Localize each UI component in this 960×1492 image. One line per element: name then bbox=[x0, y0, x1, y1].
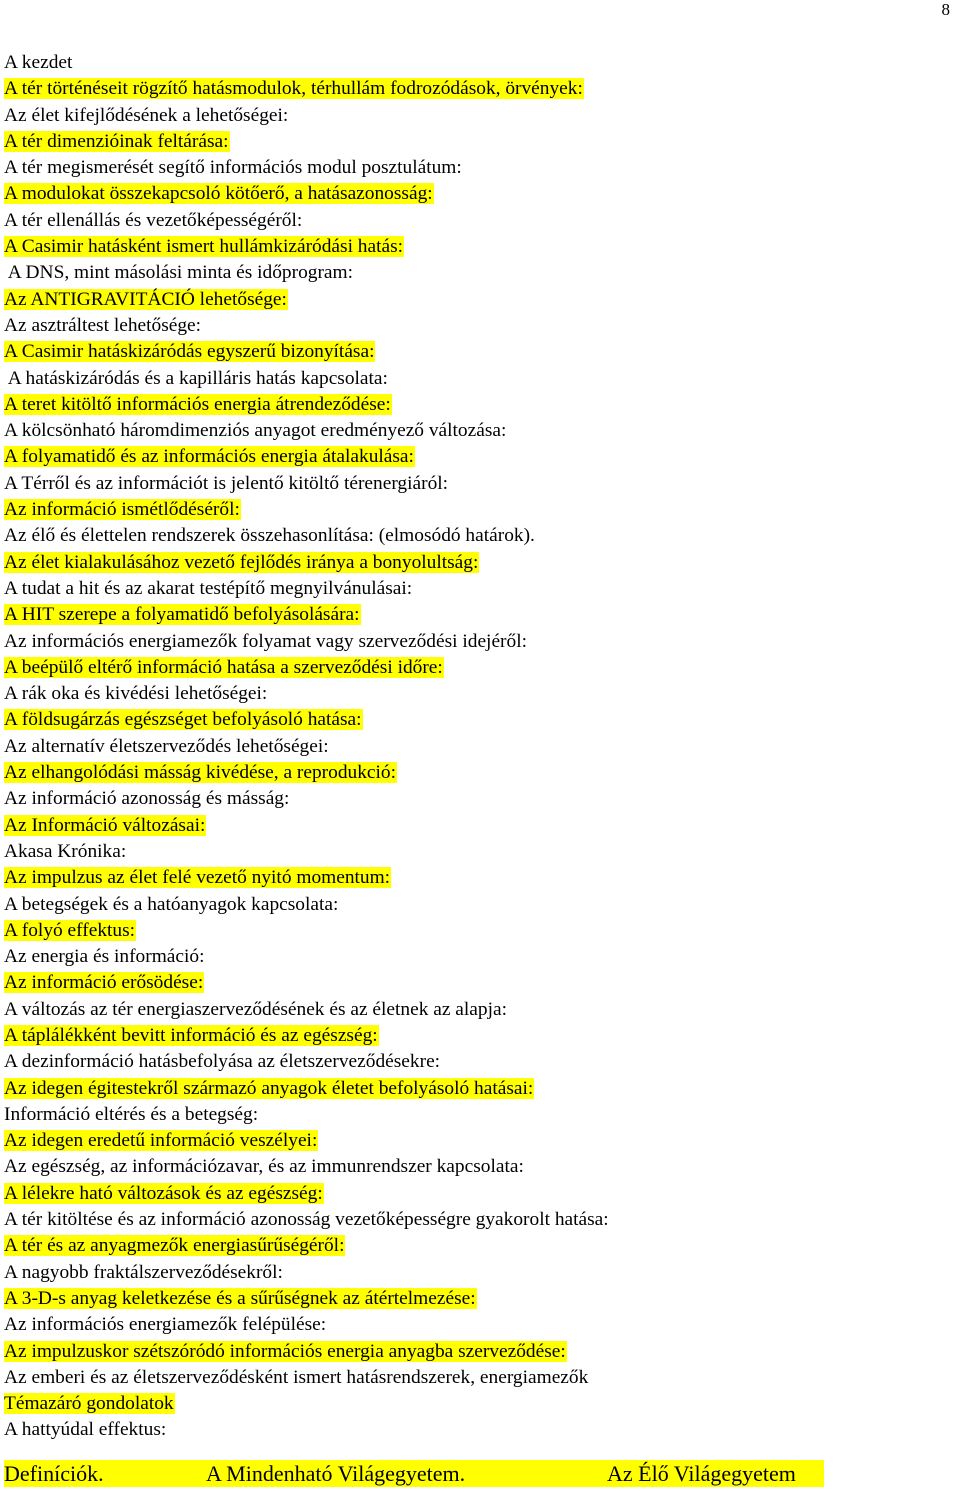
toc-line bbox=[4, 1023, 954, 1049]
toc-line bbox=[4, 103, 954, 129]
toc-entry-highlighted: A folyó effektus: bbox=[4, 919, 136, 941]
toc-entry: Az információs energiamezők folyamat vagy szerveződési idejéről: bbox=[4, 630, 527, 652]
toc-entry-highlighted: Az idegen eredetű információ veszélyei: bbox=[4, 1130, 318, 1152]
page-number: 8 bbox=[941, 0, 950, 19]
toc-entry: Információ eltérés és a betegség: bbox=[4, 1103, 259, 1125]
toc-entry: Az energia és információ: bbox=[4, 946, 205, 968]
toc-entry-highlighted: A 3-D-s anyag keletkezése és a sűrűségnek az átértelmezése: bbox=[4, 1287, 476, 1309]
toc-entry-highlighted: A Casimir hatásként ismert hullámkizáródási hatás: bbox=[4, 236, 404, 258]
toc-entry: A tér ellenállás és vezetőképességéről: bbox=[4, 209, 303, 231]
toc-line bbox=[4, 392, 954, 418]
toc-line bbox=[4, 1233, 954, 1259]
toc-entry-highlighted: A HIT szerepe a folyamatidő befolyásolására: bbox=[4, 604, 360, 626]
toc-line bbox=[4, 550, 954, 576]
toc-entry-highlighted: Az Információ változásai: bbox=[4, 814, 206, 836]
toc-entry: Az élet kifejlődésének a lehetőségei: bbox=[4, 104, 289, 126]
toc-entry: Az élő és élettelen rendszerek összehasonlítása: (elmosódó határok). bbox=[4, 525, 535, 547]
toc-line bbox=[4, 497, 954, 523]
toc-line bbox=[4, 1391, 954, 1417]
toc-entry: A kezdet bbox=[4, 52, 73, 73]
toc-line bbox=[4, 1102, 954, 1128]
toc-line bbox=[4, 366, 954, 392]
toc-entry-highlighted: A tér dimenzióinak feltárása: bbox=[4, 130, 229, 152]
toc-entry: A változás az tér energiaszerveződésének és az életnek az alapja: bbox=[4, 998, 507, 1020]
toc-entry: A betegségek és a hatóanyagok kapcsolata: bbox=[4, 893, 339, 915]
toc-entry: A tér megismerését segítő információs modul posztulátum: bbox=[4, 157, 462, 179]
toc-line bbox=[4, 313, 954, 339]
toc-entry: Az asztráltest lehetősége: bbox=[4, 314, 202, 336]
toc-line bbox=[4, 76, 954, 102]
toc-entry: Az egészség, az információzavar, és az immunrendszer kapcsolata: bbox=[4, 1156, 524, 1178]
toc-line bbox=[4, 1181, 954, 1207]
toc-line bbox=[4, 129, 954, 155]
toc-line bbox=[4, 1365, 954, 1391]
toc-line bbox=[4, 260, 954, 286]
toc-line bbox=[4, 786, 954, 812]
toc-line bbox=[4, 471, 954, 497]
footer-definitions: Definíciók. bbox=[4, 1461, 104, 1486]
toc-line bbox=[4, 50, 954, 76]
toc-line bbox=[4, 1312, 954, 1338]
toc-entry: Az információ azonosság és másság: bbox=[4, 788, 290, 810]
toc-line bbox=[4, 523, 954, 549]
toc-entry-highlighted: A tér történéseit rögzítő hatásmodulok, térhullám fodrozódások, örvények: bbox=[4, 78, 583, 100]
footer-living-universe: Az Élő Világegyetem bbox=[607, 1461, 796, 1486]
toc-entry-highlighted: A teret kitöltő információs energia átrendeződése: bbox=[4, 393, 391, 415]
toc-line bbox=[4, 155, 954, 181]
toc-entry: A kölcsönható háromdimenziós anyagot eredményező változása: bbox=[4, 420, 507, 442]
toc-entry-highlighted: Az impulzuskor szétszóródó információs energia anyagba szerveződése: bbox=[4, 1340, 566, 1362]
toc-entry-highlighted: Az elhangolódási másság kivédése, a reprodukció: bbox=[4, 762, 396, 784]
toc-entry: Az alternatív életszerveződés lehetőségei: bbox=[4, 735, 329, 757]
toc-line bbox=[4, 813, 954, 839]
toc-line bbox=[4, 707, 954, 733]
toc-entry-highlighted: A lélekre ható változások és az egészség: bbox=[4, 1182, 323, 1204]
toc-line bbox=[4, 602, 954, 628]
toc-entry-highlighted: A beépülő eltérő információ hatása a szerveződési időre: bbox=[4, 656, 443, 678]
toc-entry-highlighted: A Casimir hatáskizáródás egyszerű bizonyítása: bbox=[4, 341, 375, 363]
toc-line bbox=[4, 865, 954, 891]
toc-line bbox=[4, 760, 954, 786]
toc-entry-highlighted: A folyamatidő és az információs energia átalakulása: bbox=[4, 446, 414, 468]
toc-entry: A tér kitöltése és az információ azonosság vezetőképességre gyakorolt hatása: bbox=[4, 1209, 609, 1231]
toc-entry-highlighted: Az idegen égitestekről származó anyagok életet befolyásoló hatásai: bbox=[4, 1077, 534, 1099]
toc-entry: A hattyúdal effektus: bbox=[4, 1419, 167, 1441]
toc-line bbox=[4, 1076, 954, 1102]
toc-line bbox=[4, 944, 954, 970]
toc-line bbox=[4, 444, 954, 470]
toc-entry-highlighted: A földsugárzás egészséget befolyásoló hatása: bbox=[4, 709, 362, 731]
toc-line bbox=[4, 681, 954, 707]
toc-entry: A Térről és az információt is jelentő kitöltő térenergiáról: bbox=[4, 472, 449, 494]
footer-almighty-universe: A Mindenható Világegyetem. bbox=[206, 1461, 466, 1486]
toc-line bbox=[4, 734, 954, 760]
toc-line bbox=[4, 1286, 954, 1312]
toc-entry: A nagyobb fraktálszerveződésekről: bbox=[4, 1261, 283, 1283]
toc-entry-highlighted: Témazáró gondolatok bbox=[4, 1393, 174, 1415]
toc-entry: Az emberi és az életszerveződésként ismert hatásrendszerek, energiamezők bbox=[4, 1366, 589, 1388]
toc-line bbox=[4, 576, 954, 602]
toc-line bbox=[4, 234, 954, 260]
toc-line bbox=[4, 1154, 954, 1180]
toc-line bbox=[4, 970, 954, 996]
toc-entry: A rák oka és kivédési lehetőségei: bbox=[4, 683, 268, 705]
toc-entry: A hatáskizáródás és a kapilláris hatás kapcsolata: bbox=[4, 367, 388, 389]
toc-entry-highlighted: A táplálékként bevitt információ és az egészség: bbox=[4, 1024, 378, 1046]
toc-line bbox=[4, 418, 954, 444]
toc-line bbox=[4, 1417, 954, 1443]
footer-bar bbox=[4, 1460, 824, 1487]
toc-line bbox=[4, 997, 954, 1023]
toc-line bbox=[4, 339, 954, 365]
toc-entry-highlighted: Az impulzus az élet felé vezető nyitó momentum: bbox=[4, 867, 391, 889]
toc-entry: A tudat a hit és az akarat testépítő megnyilvánulásai: bbox=[4, 577, 413, 599]
toc-entry: A DNS, mint másolási minta és időprogram: bbox=[4, 262, 354, 284]
toc-line bbox=[4, 1207, 954, 1233]
toc-line bbox=[4, 655, 954, 681]
toc-entry-highlighted: Az élet kialakulásához vezető fejlődés iránya a bonyolultság: bbox=[4, 551, 479, 573]
toc-line bbox=[4, 1049, 954, 1075]
toc-line bbox=[4, 1260, 954, 1286]
toc-line bbox=[4, 839, 954, 865]
toc-entry: Az információs energiamezők felépülése: bbox=[4, 1314, 327, 1336]
toc-line bbox=[4, 629, 954, 655]
toc-entry-highlighted: Az információ erősödése: bbox=[4, 972, 204, 994]
toc-line bbox=[4, 1128, 954, 1154]
toc-line bbox=[4, 1339, 954, 1365]
toc-entry: A dezinformáció hatásbefolyása az életszerveződésekre: bbox=[4, 1051, 441, 1073]
toc-line bbox=[4, 918, 954, 944]
table-of-contents bbox=[4, 50, 954, 1444]
toc-entry-highlighted: A tér és az anyagmezők energiasűrűségéről: bbox=[4, 1235, 345, 1257]
toc-line bbox=[4, 181, 954, 207]
toc-line bbox=[4, 287, 954, 313]
toc-line bbox=[4, 892, 954, 918]
toc-entry-highlighted: Az ANTIGRAVITÁCIÓ lehetősége: bbox=[4, 288, 287, 310]
toc-entry-highlighted: A modulokat összekapcsoló kötőerő, a hatásazonosság: bbox=[4, 183, 433, 205]
toc-entry: Akasa Krónika: bbox=[4, 840, 127, 862]
toc-line bbox=[4, 208, 954, 234]
toc-entry-highlighted: Az információ ismétlődéséről: bbox=[4, 499, 240, 521]
